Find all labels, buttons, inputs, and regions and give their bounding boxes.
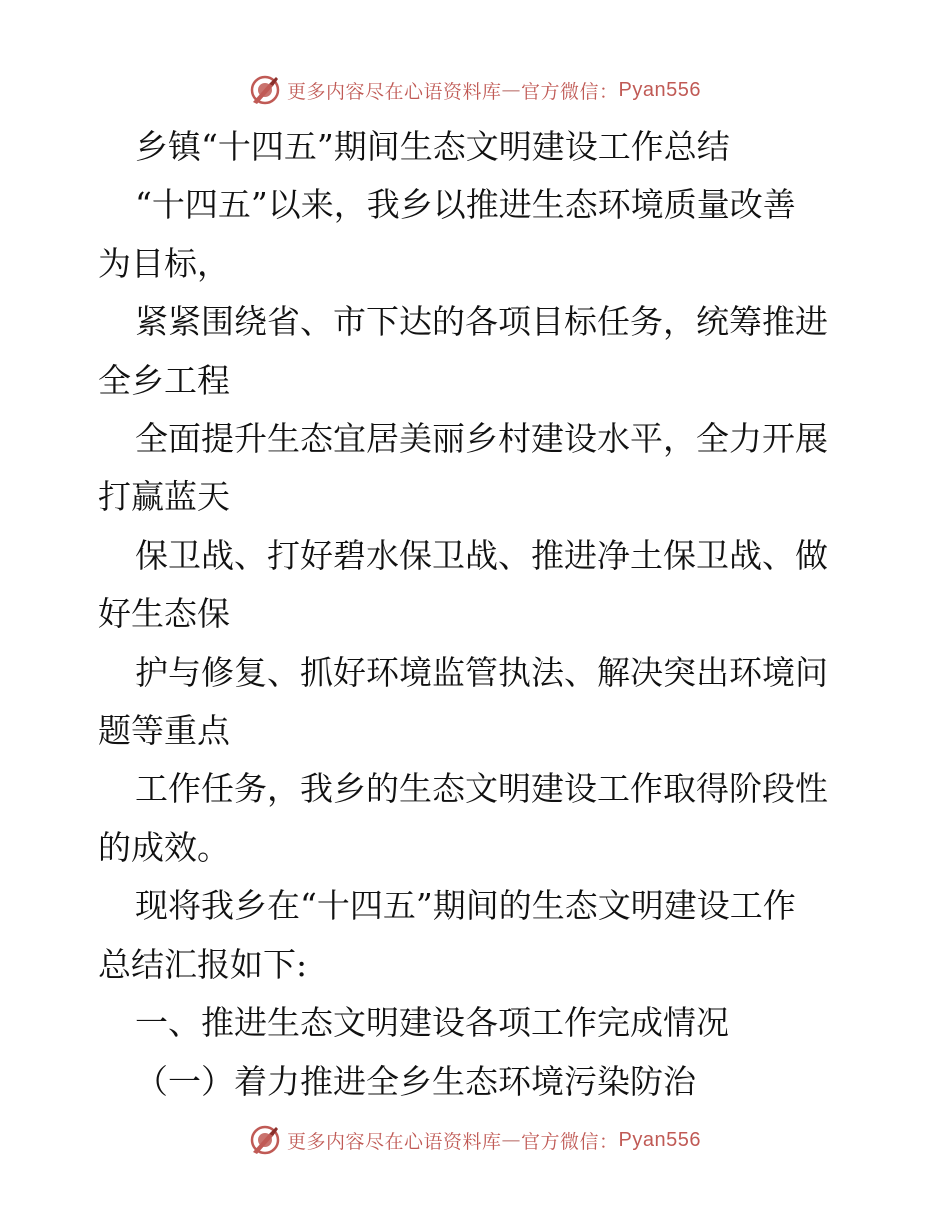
header-watermark-banner <box>0 70 950 110</box>
paragraph-line: “十四五”以来，我乡以推进生态环境质量改善 <box>135 185 796 225</box>
header-banner-separator: — <box>501 79 522 101</box>
paragraph-line: 好生态保 <box>98 594 230 634</box>
paragraph-line: 全面提升生态宜居美丽乡村建设水平，全力开展 <box>135 419 828 459</box>
footer-watermark-banner <box>0 1120 950 1160</box>
paragraph-line: 总结汇报如下: <box>98 944 308 984</box>
subsection-heading: （一）着力推进全乡生态环境污染防治 <box>135 1061 696 1101</box>
header-banner-wechat-label: 官方微信： <box>521 80 619 103</box>
paragraph-line: 的成效。 <box>98 827 230 867</box>
paragraph-line: 现将我乡在“十四五”期间的生态文明建设工作 <box>135 886 796 926</box>
footer-banner-text: 更多内容尽在心语资料库 <box>287 1130 502 1153</box>
footer-banner-wechat-label: 官方微信： <box>521 1130 619 1153</box>
paragraph-line: 护与修复、抓好环境监管执法、解决突出环境问 <box>135 652 828 692</box>
header-banner-wechat-id: Pyan556 <box>618 78 701 101</box>
paragraph-line: 全乡工程 <box>98 360 230 400</box>
paragraph-line: 紧紧围绕省、市下达的各项目标任务，统筹推进 <box>135 302 828 342</box>
paragraph-line: 题等重点 <box>98 711 230 751</box>
section-heading: 一、推进生态文明建设各项工作完成情况 <box>135 1003 729 1043</box>
pen-logo-icon <box>249 74 281 106</box>
paragraph-line: 打赢蓝天 <box>98 477 230 517</box>
paragraph-line: 保卫战、打好碧水保卫战、推进净土保卫战、做 <box>135 535 828 575</box>
footer-banner-separator: — <box>501 1129 522 1151</box>
footer-banner-wechat-id: Pyan556 <box>618 1128 701 1151</box>
paragraph-line: 工作任务，我乡的生态文明建设工作取得阶段性 <box>135 769 828 809</box>
paragraph-line: 为目标， <box>98 243 230 283</box>
document-title: 乡镇“十四五”期间生态文明建设工作总结 <box>135 127 730 166</box>
document-body <box>98 118 858 1111</box>
header-banner-text: 更多内容尽在心语资料库 <box>287 80 502 103</box>
pen-logo-icon <box>249 1124 281 1156</box>
